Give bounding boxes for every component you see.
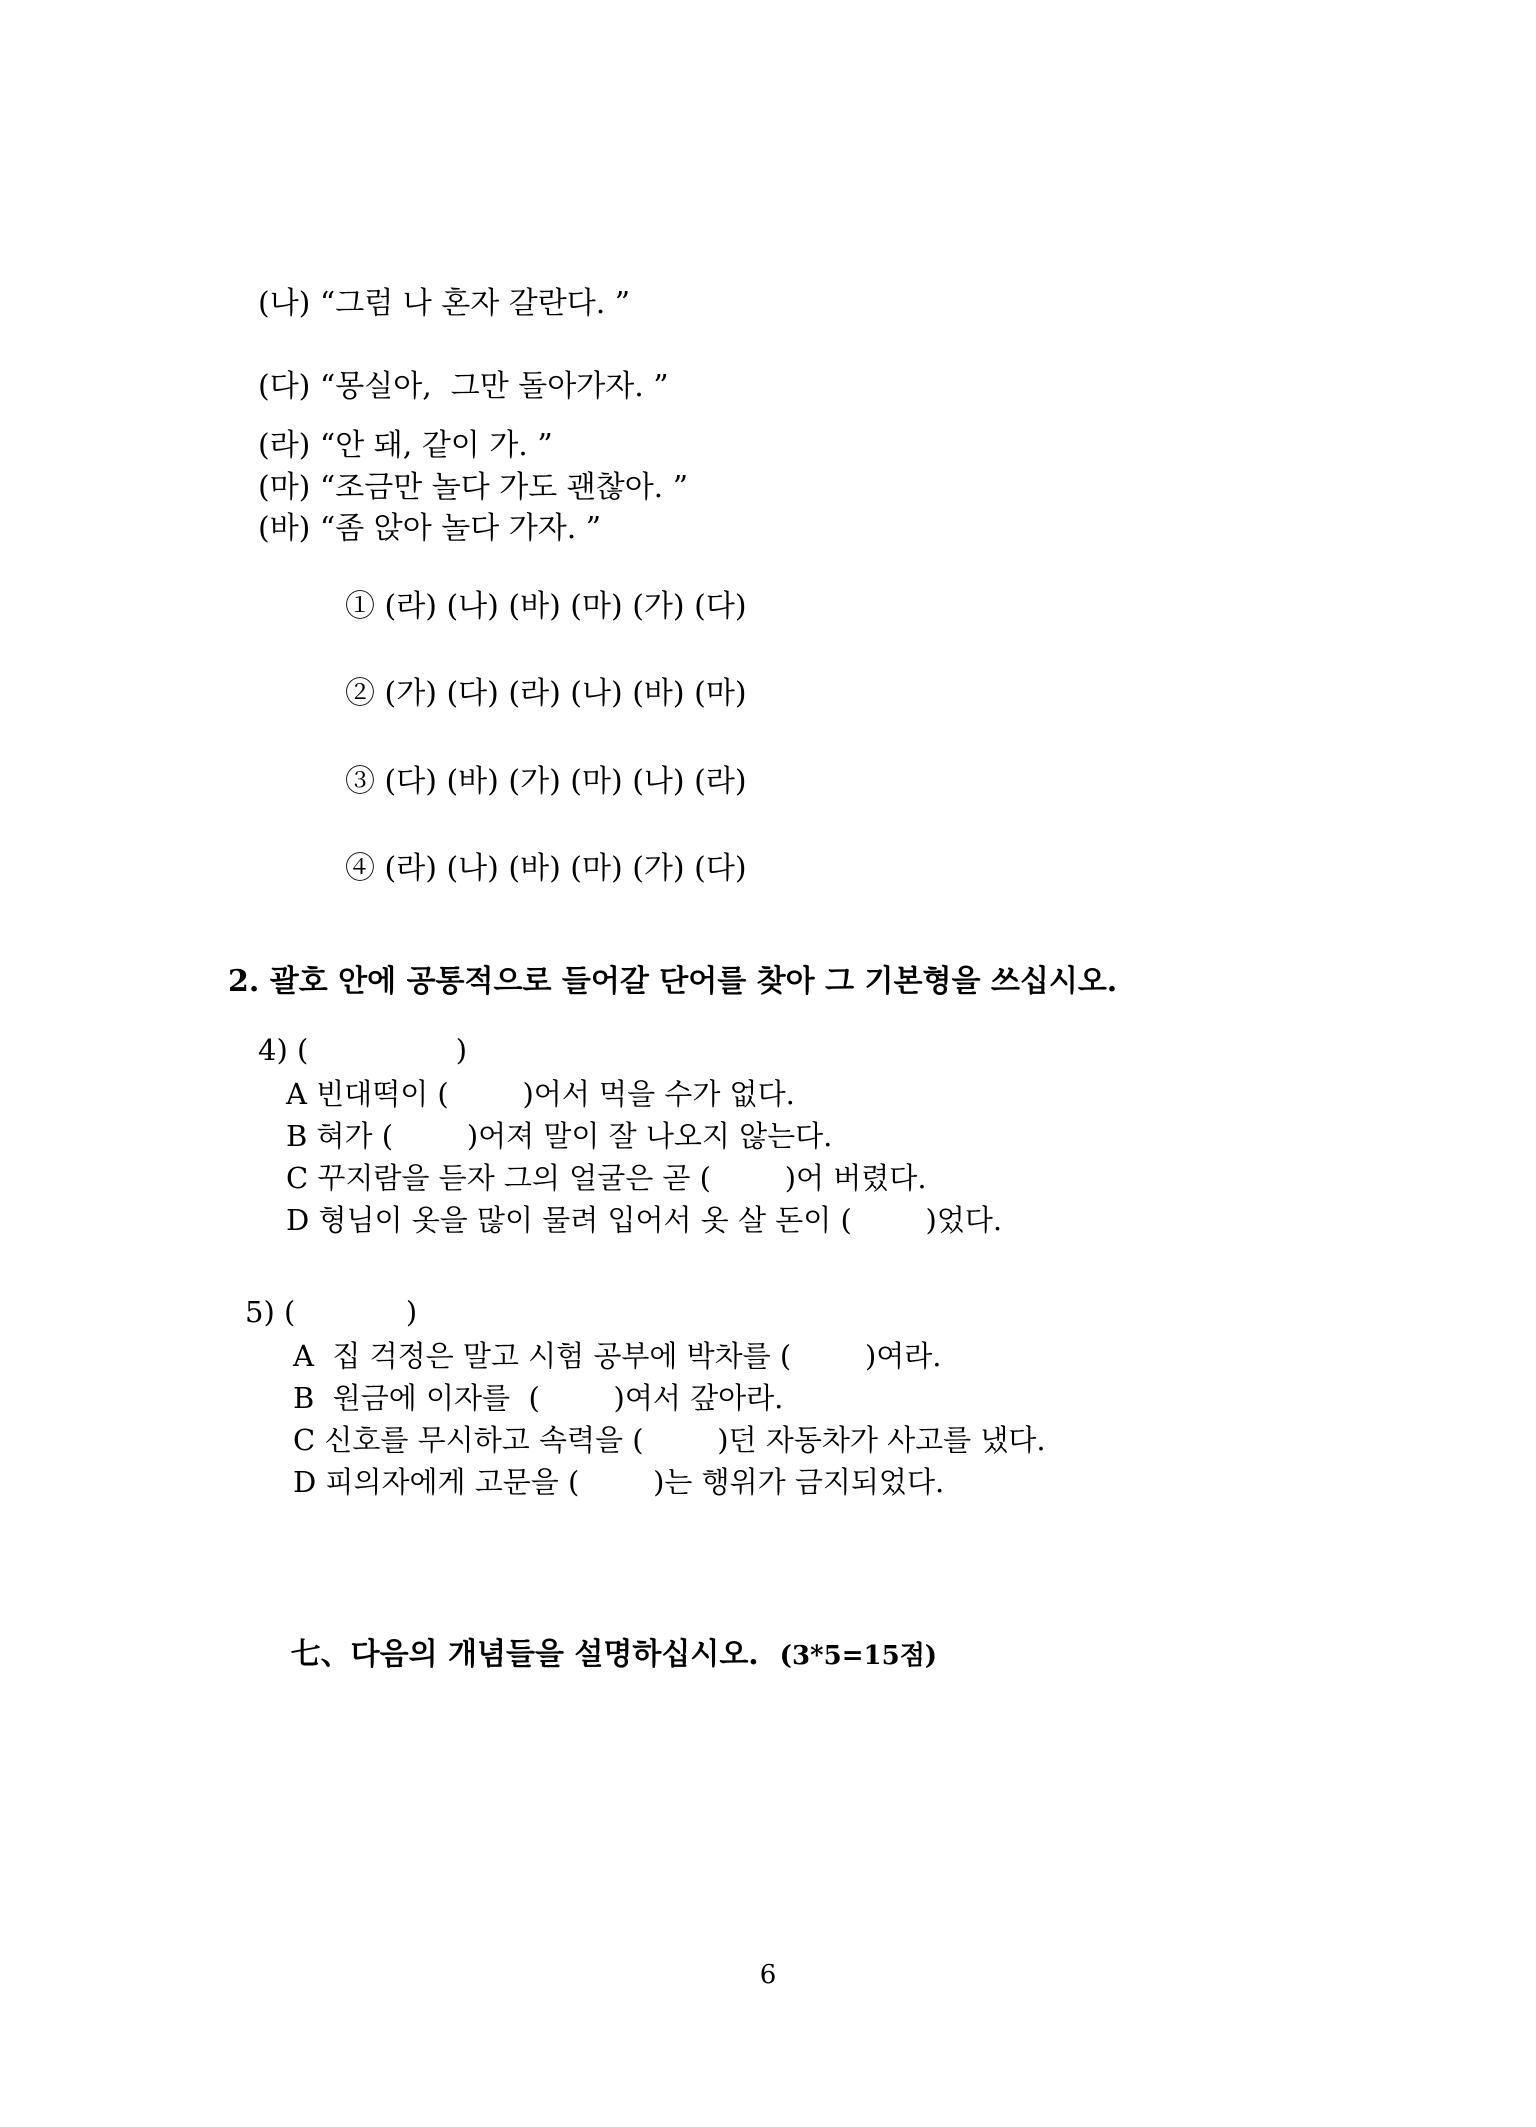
choice-option-3[interactable]: ③ (다) (바) (가) (마) (나) (라) — [345, 763, 747, 799]
answer-choices — [345, 588, 1536, 888]
question-5-items — [293, 1336, 1536, 1502]
passage-line: (라) “안 돼, 같이 가. ” — [258, 428, 553, 463]
passage-line: (바) “좀 앉아 놀다 가자. ” — [258, 511, 602, 546]
choice-option-4[interactable]: ④ (라) (나) (바) (마) (가) (다) — [345, 851, 747, 886]
question-item: A 빈대떡이 ( )어서 먹을 수가 없다. — [286, 1076, 795, 1111]
section-7-title: 七、다음의 개념들을 설명하십시오. — [290, 1636, 759, 1672]
choice-option-1[interactable]: ① (라) (나) (바) (마) (가) (다) — [345, 588, 747, 624]
question-item: C 신호를 무시하고 속력을 ( )던 자동차가 사고를 냈다. — [293, 1422, 1046, 1457]
question-item: B 원금에 이자를 ( )여서 갚아라. — [293, 1380, 784, 1415]
section-7-heading — [228, 1594, 1536, 1708]
section-2-heading: 2. 괄호 안에 공통적으로 들어갈 단어를 찾아 그 기본형을 쓰십시오. — [228, 963, 1118, 999]
question-item: A 집 걱정은 말고 시험 공부에 박차를 ( )여라. — [293, 1338, 942, 1373]
question-5-head: 5) ( ) — [245, 1294, 418, 1329]
page-number: 6 — [759, 1960, 777, 1990]
question-4 — [258, 1030, 1536, 1240]
passage-line: (나) “그럼 나 혼자 갈란다. ” — [258, 286, 631, 321]
page-content — [0, 285, 1536, 1708]
question-4-items — [286, 1074, 1536, 1240]
question-item: D 형님이 옷을 많이 물려 입어서 옷 살 돈이 ( )었다. — [286, 1202, 1003, 1237]
question-item: B 혀가 ( )어져 말이 잘 나오지 않는다. — [286, 1118, 833, 1153]
choice-option-2[interactable]: ② (가) (다) (라) (나) (바) (마) — [345, 676, 747, 711]
passage-block — [258, 285, 1536, 548]
question-item: C 꾸지람을 듣자 그의 얼굴은 곧 ( )어 버렸다. — [286, 1160, 927, 1195]
question-5 — [245, 1292, 1536, 1502]
question-item: D 피의자에게 고문을 ( )는 행위가 금지되었다. — [293, 1464, 945, 1499]
passage-line: (다) “몽실아, 그만 돌아가자. ” — [258, 368, 669, 404]
question-4-head: 4) ( ) — [258, 1032, 468, 1067]
passage-line: (마) “조금만 놀다 가도 괜찮아. ” — [258, 469, 689, 505]
section-7-points: (3*5=15점) — [779, 1640, 938, 1671]
